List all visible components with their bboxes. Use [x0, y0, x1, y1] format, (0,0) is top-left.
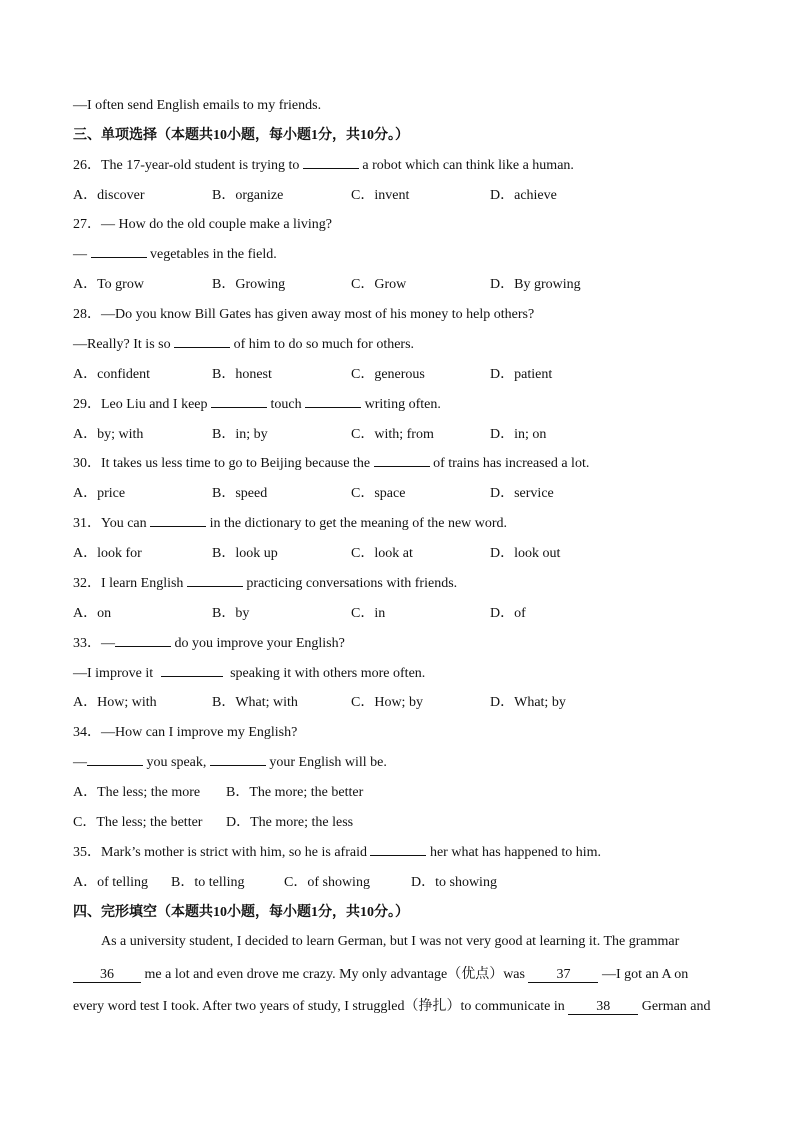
option-c: C．How; by	[351, 695, 423, 710]
q31-text-a: 31．You can	[73, 516, 151, 531]
passage-text-2a: me a lot and even drove me crazy. My only advantage（优点）was	[141, 967, 529, 982]
option-b: B．honest	[212, 367, 272, 382]
q28-blank	[174, 347, 230, 348]
q35-blank	[370, 855, 426, 856]
option-b: B．Growing	[212, 277, 286, 292]
q33-text-a: 33．—	[73, 636, 115, 651]
option-d: D．achieve	[490, 188, 557, 203]
intro-line: —I often send English emails to my friends.	[73, 98, 322, 113]
q33-blank-2	[161, 676, 223, 677]
q33-text-d: speaking it with others more often.	[226, 666, 426, 681]
question-28: 28．—Do you know Bill Gates has given away most of his money to help others?	[73, 307, 535, 322]
q30-text-b: of trains has increased a lot.	[429, 456, 590, 471]
q29-text-c: writing often.	[361, 397, 441, 412]
option-d: D．look out	[490, 546, 561, 561]
option-b: B．look up	[212, 546, 278, 561]
question-33-answer-line	[73, 665, 425, 683]
q33-text-c: —I improve it	[73, 666, 157, 681]
option-d: D．By growing	[490, 277, 581, 292]
option-b: B．What; with	[212, 695, 298, 710]
q26-text-b: a robot which can think like a human.	[358, 158, 574, 173]
option-a: A．on	[73, 606, 112, 621]
q34-text-a: —	[73, 755, 87, 770]
blank-38: 38	[568, 999, 638, 1015]
option-a: A．confident	[73, 367, 150, 382]
option-a: A．discover	[73, 188, 145, 203]
option-c: C．space	[351, 486, 406, 501]
section3-heading: 三、单项选择（本题共10小题，每小题1分，共10分。）	[73, 128, 409, 143]
q33-text-b: do you improve your English?	[171, 636, 345, 651]
question-33	[73, 635, 345, 653]
option-d: D．The more; the less	[226, 815, 354, 830]
q35-text-a: 35．Mark’s mother is strict with him, so he is afraid	[73, 845, 371, 860]
q34-blank-1	[87, 765, 143, 766]
q31-blank	[150, 526, 206, 527]
question-30	[73, 455, 589, 473]
q29-blank-2	[305, 407, 361, 408]
option-a: A．of telling	[73, 875, 149, 890]
option-c: C．look at	[351, 546, 413, 561]
question-28-answer-line	[73, 336, 414, 354]
option-c: C．invent	[351, 188, 410, 203]
option-c: C．Grow	[351, 277, 407, 292]
option-b: B．speed	[212, 486, 268, 501]
blank-36: 36	[73, 967, 141, 983]
q32-text-b: practicing conversations with friends.	[242, 576, 458, 591]
passage-line-1: As a university student, I decided to learn German, but I was not very good at learning it. The grammar	[101, 934, 680, 949]
option-d: D．What; by	[490, 695, 566, 710]
question-29	[73, 396, 441, 414]
q26-blank	[303, 168, 359, 169]
section4-heading: 四、完形填空（本题共10小题，每小题1分，共10分。）	[73, 905, 409, 920]
option-a: A．price	[73, 486, 126, 501]
question-27-answer-line	[73, 246, 277, 264]
q28-text-a: —Really? It is so	[73, 337, 175, 352]
q30-blank	[374, 466, 430, 467]
option-b: B．The more; the better	[226, 785, 364, 800]
q26-text-a: 26．The 17-year-old student is trying to	[73, 158, 303, 173]
q31-text-b: in the dictionary to get the meaning of the new word.	[206, 516, 508, 531]
q32-blank	[187, 586, 243, 587]
q34-blank-2	[210, 765, 266, 766]
option-d: D．patient	[490, 367, 553, 382]
q29-blank-1	[211, 407, 267, 408]
q27-blank	[91, 257, 147, 258]
q34-text-c: your English will be.	[265, 755, 387, 770]
question-34: 34．—How can I improve my English?	[73, 725, 298, 740]
q29-text-b: touch	[267, 397, 306, 412]
question-27: 27．— How do the old couple make a living?	[73, 217, 332, 232]
passage-text-3a: every word test I took. After two years of study, I struggled（挣扎）to communicate in	[73, 999, 569, 1014]
option-c: C．The less; the better	[73, 815, 203, 830]
question-32	[73, 575, 457, 593]
option-b: B．organize	[212, 188, 284, 203]
option-d: D．of	[490, 606, 526, 621]
q34-text-b: you speak,	[143, 755, 210, 770]
q30-text-a: 30．It takes us less time to go to Beijing because the	[73, 456, 374, 471]
passage-line-2	[73, 966, 688, 984]
option-c: C．with; from	[351, 427, 434, 442]
passage-line-3	[73, 998, 711, 1016]
q27-text-a: —	[73, 247, 91, 262]
option-d: D．to showing	[411, 875, 497, 890]
option-d: D．in; on	[490, 427, 547, 442]
q29-text-a: 29．Leo Liu and I keep	[73, 397, 212, 412]
question-34-answer-line	[73, 754, 387, 772]
q27-text-b: vegetables in the field.	[146, 247, 277, 262]
q28-text-b: of him to do so much for others.	[230, 337, 415, 352]
option-a: A．look for	[73, 546, 142, 561]
option-a: A．by; with	[73, 427, 144, 442]
passage-text-2b: —I got an A on	[598, 967, 689, 982]
q35-text-b: her what has happened to him.	[426, 845, 602, 860]
option-c: C．in	[351, 606, 386, 621]
option-a: A．To grow	[73, 277, 144, 292]
passage-text-3b: German and	[638, 999, 711, 1014]
question-26	[73, 157, 574, 175]
option-b: B．by	[212, 606, 250, 621]
option-c: C．generous	[351, 367, 425, 382]
question-31	[73, 515, 507, 533]
option-c: C．of showing	[284, 875, 370, 890]
option-a: A．How; with	[73, 695, 157, 710]
option-b: B．to telling	[171, 875, 245, 890]
option-a: A．The less; the more	[73, 785, 201, 800]
question-35	[73, 844, 601, 862]
q33-blank-1	[115, 646, 171, 647]
option-b: B．in; by	[212, 427, 268, 442]
option-d: D．service	[490, 486, 554, 501]
q32-text-a: 32．I learn English	[73, 576, 187, 591]
blank-37: 37	[528, 967, 598, 983]
